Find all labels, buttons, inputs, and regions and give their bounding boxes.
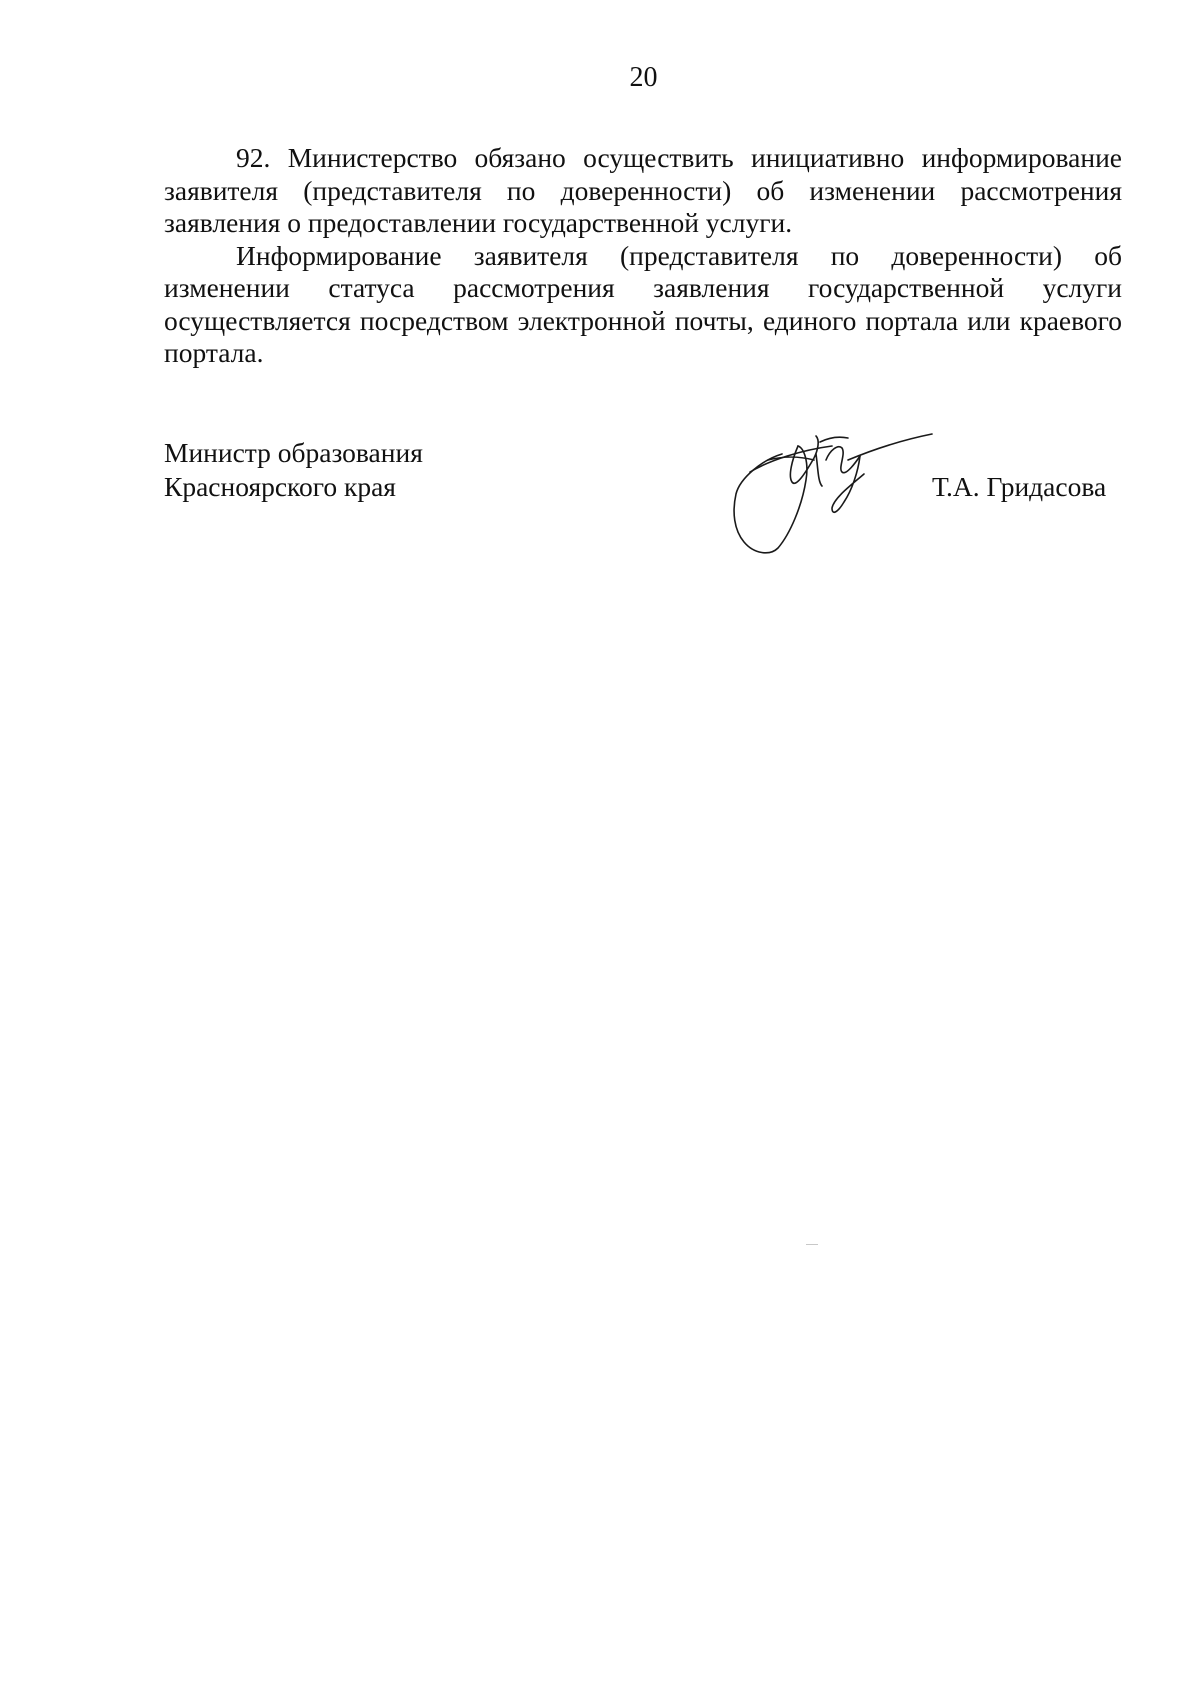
- handwritten-signature-icon: [722, 420, 952, 560]
- scan-speck: [806, 1244, 818, 1245]
- signatory-position: [164, 436, 423, 504]
- document-body: [164, 142, 1122, 370]
- signer-name: Т.А. Гридасова: [932, 471, 1107, 502]
- page-number: 20: [629, 62, 658, 93]
- position-line-2: Красноярского края: [164, 471, 396, 502]
- paragraph-informing: Информирование заявителя (представителя по доверенности) об изменении статуса рассмотрения заявления государственной услуги осуществляется посредством электронной почты, единого портала или краевого портала.: [164, 239, 1122, 368]
- position-line-1: Министр образования: [164, 437, 423, 468]
- paragraph-92: 92. Министерство обязано осуществить инициативно информирование заявителя (представителя по доверенности) об изменении рассмотрения заявления о предоставлении государственной услуги.: [164, 142, 1122, 238]
